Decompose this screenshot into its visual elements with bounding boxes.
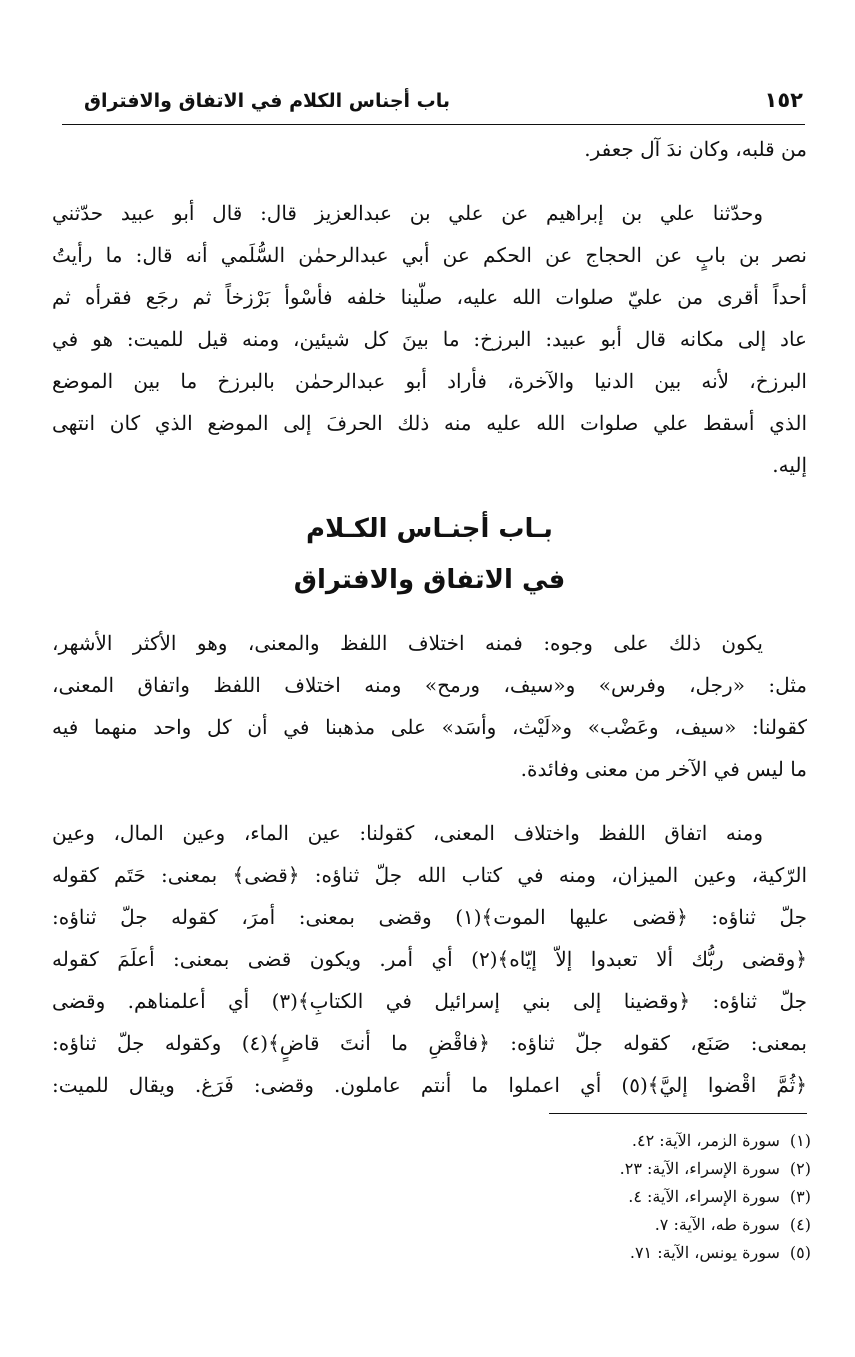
- footnote: [300, 1239, 811, 1267]
- text-line: كقولنا: «سيف، وعَضْب» و«لَيْث، وأسَد» على مذهبنا في أن كل واحد منهما فيه: [52, 715, 807, 739]
- footnote-text: سورة الإسراء، الآية: ٤.: [628, 1187, 780, 1206]
- text-line: الذي أسقط علي صلوات الله عليه منه ذلك الحرفَ إلى الموضع الذي كان انتهى: [52, 411, 807, 435]
- text-line: يكون ذلك على وجوه: فمنه اختلاف اللفظ والمعنى، وهو الأكثر الأشهر،: [52, 631, 763, 655]
- footnote: [300, 1127, 811, 1155]
- footnote-text: سورة طه، الآية: ٧.: [654, 1215, 780, 1234]
- page-number: ١٥٢: [764, 88, 803, 112]
- text-line: من قلبه، وكان ندَ آل جعفر.: [584, 137, 807, 161]
- footnote-text: سورة الإسراء، الآية: ٢٣.: [619, 1159, 780, 1178]
- footnotes: [300, 1127, 811, 1267]
- text-line: نصر بن بابٍ عن الحجاج عن الحكم عن أبي عبدالرحمٰن السُّلَمي أنه قال: ما رأيتُ: [52, 243, 807, 267]
- section-heading: بـاب أجنـاس الكـلام: [306, 514, 553, 544]
- text-line: أحداً أقرى من عليّ صلوات الله عليه، صلّينا خلفه فأسْوأ بَرْزخاً ثم رجَع فقرأه ثم: [52, 285, 807, 309]
- text-line: إليه.: [772, 453, 807, 477]
- text-line: مثل: «رجل، وفرس» و«سيف، ورمح» ومنه اختلاف اللفظ واتفاق المعنى،: [52, 673, 807, 697]
- text-line: وحدّثنا علي بن إبراهيم عن علي بن عبدالعزيز قال: قال أبو عبيد حدّثني: [52, 201, 763, 225]
- text-line: ﴿وقضى ربُّك ألا تعبدوا إلاّ إيّاه﴾(٢) أي أمر. ويكون قضى بمعنى: أعلَمَ كقوله: [52, 947, 807, 971]
- footnote-number: (٢): [789, 1159, 811, 1178]
- text-line: جلّ ثناؤه: ﴿قضى عليها الموت﴾(١) وقضى بمعنى: أمرَ، كقوله جلّ ثناؤه:: [52, 905, 807, 929]
- footnote: [300, 1183, 811, 1211]
- text-line: بمعنى: صَنَع، كقوله جلّ ثناؤه: ﴿فاقْضِ ما أنتَ قاضٍ﴾(٤) وكقوله جلّ ثناؤه:: [52, 1031, 807, 1055]
- section-subheading: في الاتفاق والافتراق: [293, 565, 566, 595]
- footnote: [300, 1211, 811, 1239]
- text-line: الرّكية، وعين الميزان، ومنه في كتاب الله جلّ ثناؤه: ﴿قضى﴾ بمعنى: حَتَم كقوله: [52, 863, 807, 887]
- footnote-divider: [549, 1113, 807, 1114]
- main-text: [52, 128, 807, 1106]
- footnote-number: (٤): [789, 1215, 811, 1234]
- text-line: ومنه اتفاق اللفظ واختلاف المعنى، كقولنا: عين الماء، وعين المال، وعين: [52, 821, 763, 845]
- text-line: عاد إلى مكانه قال أبو عبيد: البرزخ: ما بينَ كل شيئين، ومنه قيل للميت: هو في: [52, 327, 807, 351]
- footnote-number: (٥): [789, 1243, 811, 1262]
- footnote-number: (٣): [789, 1187, 811, 1206]
- footnote: [300, 1155, 811, 1183]
- footnote-text: سورة الزمر، الآية: ٤٢.: [631, 1131, 780, 1150]
- text-line: جلّ ثناؤه: ﴿وقضينا إلى بني إسرائيل في الكتابِ﴾(٣) أي أعلمناهم. وقضى: [52, 989, 807, 1013]
- text-line: ﴿ثُمَّ اقْضوا إليَّ﴾(٥) أي اعملوا ما أنتم عاملون. وقضى: فَرَغ. ويقال للميت:: [52, 1073, 807, 1097]
- text-line: البرزخ، لأنه بين الدنيا والآخرة، فأراد أبو عبدالرحمٰن بالبرزخ ما بين الموضع: [52, 369, 807, 393]
- footnote-number: (١): [789, 1131, 811, 1150]
- header-divider: [62, 124, 805, 125]
- page-header: [62, 88, 805, 120]
- footnote-text: سورة يونس، الآية: ٧١.: [629, 1243, 780, 1262]
- text-line: ما ليس في الآخر من معنى وفائدة.: [520, 757, 807, 781]
- running-title: باب أجناس الكلام في الاتفاق والافتراق: [84, 90, 451, 112]
